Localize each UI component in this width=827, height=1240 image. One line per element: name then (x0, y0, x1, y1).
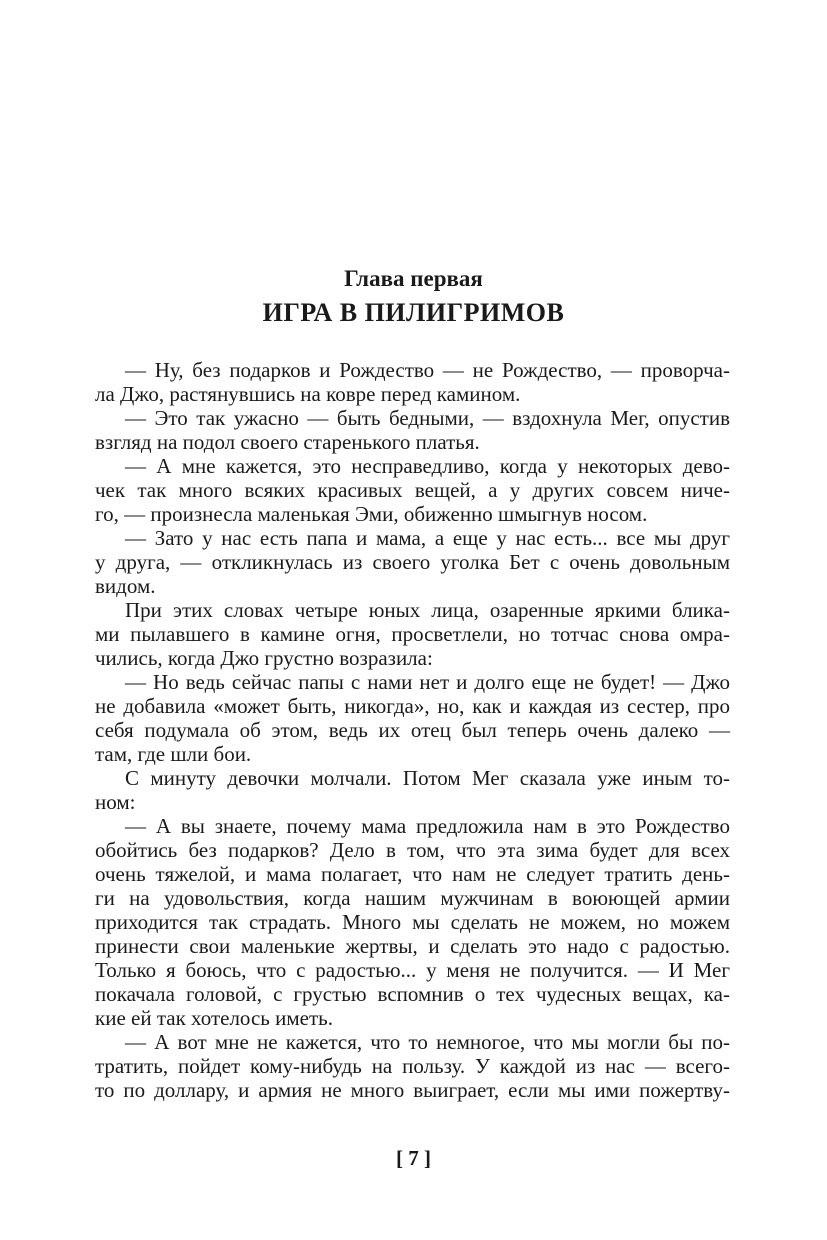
chapter-label: Глава первая (344, 266, 483, 291)
text-line: чек так много всяких красивых вещей, а у других совсем ниче- (95, 478, 730, 502)
text-line: взгляд на подол своего старенького платья. (95, 430, 480, 454)
text-line: кие ей так хотелось иметь. (95, 1006, 333, 1030)
text-line: у друга, — откликнулась из своего уголка Бет с очень довольным (95, 550, 730, 574)
text-line: — А вы знаете, почему мама предложила нам в это Рождество (125, 814, 730, 838)
text-line: приходится так страдать. Много мы сделать не можем, но можем (95, 910, 730, 934)
page-number: [ 7 ] (396, 1146, 431, 1170)
text-line: очень тяжелой, и мама полагает, что нам не следует тратить день- (95, 862, 730, 886)
text-line: Только я боюсь, что с радостью... у меня не получится. — И Мег (95, 958, 730, 982)
text-line: себя подумала об этом, ведь их отец был теперь очень далеко — (95, 718, 730, 742)
text-line: то по доллару, и армия не много выиграет, если мы ими пожертву- (95, 1078, 730, 1102)
text-line: С минуту девочки молчали. Потом Мег сказала уже иным то- (125, 766, 730, 790)
text-line: видом. (95, 574, 156, 598)
text-line: ла Джо, растянувшись на ковре перед камином. (95, 382, 521, 406)
text-line: обойтись без подарков? Дело в том, что эта зима будет для всех (95, 838, 730, 862)
text-line: ми пылавшего в камине огня, просветлели, но тотчас снова омра- (95, 622, 730, 646)
text-line: принести свои маленькие жертвы, и сделать это надо с радостью. (95, 934, 730, 958)
text-line: — А мне кажется, это несправедливо, когда у некоторых дево- (125, 454, 730, 478)
text-line: — А вот мне не кажется, что то немногое, что мы могли бы по- (125, 1030, 730, 1054)
text-line: там, где шли бои. (95, 742, 252, 766)
text-line: не добавила «может быть, никогда», но, как и каждая из сестер, про (95, 694, 730, 718)
text-line: — Но ведь сейчас папы с нами нет и долго еще не будет! — Джо (125, 670, 730, 694)
text-line: тратить, пойдет кому-нибудь на пользу. У каждой из нас — всего- (95, 1054, 730, 1078)
text-line: покачала головой, с грустью вспомнив о тех чудесных вещах, ка- (95, 982, 730, 1006)
text-line: — Это так ужасно — быть бедными, — вздохнула Мег, опустив (125, 406, 730, 430)
text-line: ги на удовольствия, когда нашим мужчинам в воюющей армии (95, 886, 730, 910)
text-line: чились, когда Джо грустно возразила: (95, 646, 433, 670)
body-text (95, 358, 730, 1102)
text-line: ном: (95, 790, 136, 814)
text-line: При этих словах четыре юных лица, озаренные яркими блика- (125, 598, 730, 622)
text-line: — Зато у нас есть папа и мама, а еще у нас есть... все мы друг (125, 526, 730, 550)
chapter-title: ИГРА В ПИЛИГРИМОВ (262, 298, 565, 327)
text-line: го, — произнесла маленькая Эми, обиженно шмыгнув носом. (95, 502, 648, 526)
text-line: — Ну, без подарков и Рождество — не Рождество, — проворча- (125, 358, 730, 382)
